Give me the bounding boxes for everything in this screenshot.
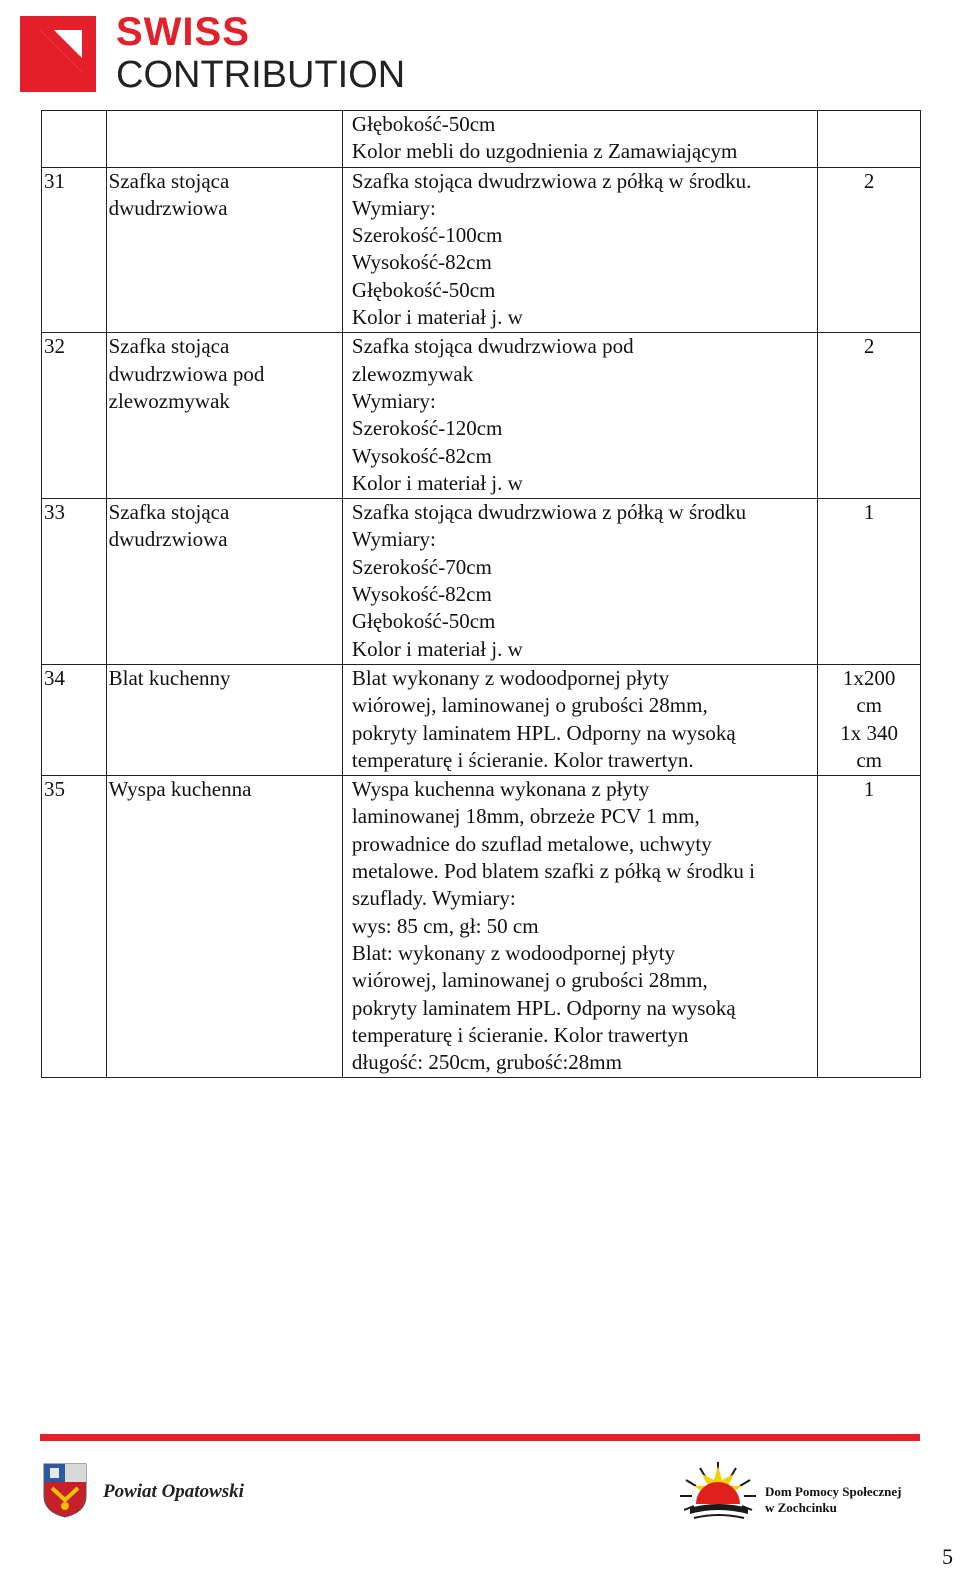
table-row <box>42 776 921 1078</box>
item-description-line: Wysokość-82cm <box>351 443 492 468</box>
item-name-cell <box>106 499 342 665</box>
dps-name-line2: w Zochcinku <box>765 1500 837 1515</box>
item-name-cell <box>106 333 342 499</box>
row-number: 31 <box>44 168 65 193</box>
item-quantity-cell <box>818 111 921 168</box>
table-row <box>42 167 921 333</box>
item-description-line: temperaturę i ścieranie. Kolor trawertyn. <box>351 747 694 772</box>
item-description-line: Szafka stojąca dwudrzwiowa z półką w środku <box>351 500 747 525</box>
logo-text-swiss: SWISS <box>116 10 250 54</box>
item-description-line: szuflady. Wymiary: <box>351 886 516 911</box>
item-description-line: Głębokość-50cm <box>351 112 496 136</box>
row-number: 35 <box>44 777 65 802</box>
item-quantity-cell <box>818 776 921 1078</box>
item-description-line: Wymiary: <box>351 195 436 220</box>
row-number-cell <box>42 333 107 499</box>
footer-divider <box>40 1434 920 1441</box>
item-description-line: Wymiary: <box>351 527 436 552</box>
item-name-cell <box>106 776 342 1078</box>
item-description-line: Głębokość-50cm <box>351 609 496 634</box>
item-name-cell <box>106 167 342 333</box>
item-name-line: Szafka stojąca <box>108 500 230 525</box>
item-description-line: Szafka stojąca dwudrzwiowa z półką w środku. <box>351 168 752 193</box>
item-description-cell <box>342 167 817 333</box>
table-row <box>42 499 921 665</box>
row-number-cell <box>42 111 107 168</box>
page-number: 5 <box>942 1544 953 1569</box>
item-description-cell <box>342 776 817 1078</box>
item-description-line: Szerokość-100cm <box>351 223 503 248</box>
row-number-cell <box>42 664 107 775</box>
item-quantity-line: 1x 340 <box>840 720 899 745</box>
item-name-line: dwudrzwiowa <box>108 195 228 220</box>
footer-powiat-label: Powiat Opatowski <box>103 1481 244 1502</box>
item-name-cell <box>106 664 342 775</box>
table-row <box>42 333 921 499</box>
item-name-line: Szafka stojąca <box>108 168 230 193</box>
row-number-cell <box>42 499 107 665</box>
item-name-line: Wyspa kuchenna <box>108 777 252 802</box>
item-description-line: wiórowej, laminowanej o grubości 28mm, <box>351 968 708 993</box>
row-number: 34 <box>44 665 65 690</box>
items-table <box>41 110 921 1078</box>
item-name-line: dwudrzwiowa <box>108 527 228 552</box>
swiss-contribution-logo <box>20 10 406 96</box>
item-description-line: Kolor i materiał j. w <box>351 470 523 495</box>
powiat-crest-icon <box>42 1462 88 1518</box>
item-name-cell <box>106 111 342 168</box>
item-name-line: Szafka stojąca <box>108 334 230 359</box>
item-description-cell <box>342 499 817 665</box>
item-description-line: Kolor i materiał j. w <box>351 305 523 330</box>
item-quantity-cell <box>818 167 921 333</box>
item-quantity-line: 1x200 <box>842 665 896 690</box>
item-description-line: pokryty laminatem HPL. Odporny na wysoką <box>351 995 736 1020</box>
item-name-line: Blat kuchenny <box>108 665 231 690</box>
row-number-cell <box>42 776 107 1078</box>
item-description-line: Blat wykonany z wodoodpornej płyty <box>351 665 670 690</box>
item-description-line: prowadnice do szuflad metalowe, uchwyty <box>351 831 712 856</box>
table-row <box>42 111 921 168</box>
item-description-line: Głębokość-50cm <box>351 277 496 302</box>
item-quantity-line: 2 <box>863 334 875 359</box>
item-name-line: dwudrzwiowa pod <box>108 361 265 386</box>
item-quantity-line: cm <box>856 693 882 718</box>
item-description-cell <box>342 333 817 499</box>
dps-name-line1: Dom Pomocy Społecznej <box>765 1484 902 1499</box>
item-description-line: Szerokość-120cm <box>351 416 503 441</box>
item-description-cell <box>342 664 817 775</box>
item-description-line: Wysokość-82cm <box>351 582 492 607</box>
item-description-line: laminowanej 18mm, obrzeże PCV 1 mm, <box>351 804 700 829</box>
row-number-cell <box>42 167 107 333</box>
item-description-line: długość: 250cm, grubość:28mm <box>351 1050 622 1075</box>
item-quantity-line: 1 <box>863 500 875 525</box>
item-description-line: wys: 85 cm, gł: 50 cm <box>351 913 539 938</box>
item-description-line: Kolor mebli do uzgodnienia z Zamawiającym <box>351 139 738 164</box>
item-quantity-line: cm <box>856 747 882 772</box>
item-quantity-cell <box>818 499 921 665</box>
row-number: 33 <box>44 500 65 525</box>
item-description-line: Wysokość-82cm <box>351 250 492 275</box>
swiss-logo-mark-icon <box>20 16 96 92</box>
item-description-line: metalowe. Pod blatem szafki z półką w środku i <box>351 859 755 884</box>
item-quantity-cell <box>818 664 921 775</box>
table-row <box>42 664 921 775</box>
item-quantity-line: 2 <box>863 168 875 193</box>
row-number: 32 <box>44 334 65 359</box>
dps-sun-logo-icon <box>676 1460 760 1528</box>
item-description-cell <box>342 111 817 168</box>
item-description-line: zlewozmywak <box>351 361 474 386</box>
item-quantity-line: 1 <box>863 777 875 802</box>
item-description-line: Wymiary: <box>351 388 436 413</box>
items-table-body <box>42 111 921 1078</box>
item-name-line: zlewozmywak <box>108 388 230 413</box>
item-description-line: pokryty laminatem HPL. Odporny na wysoką <box>351 720 736 745</box>
item-description-line: Wyspa kuchenna wykonana z płyty <box>351 777 650 802</box>
item-description-line: wiórowej, laminowanej o grubości 28mm, <box>351 693 708 718</box>
footer-dps-label <box>765 1484 901 1516</box>
logo-text-contribution: CONTRIBUTION <box>116 54 406 96</box>
item-description-line: Kolor i materiał j. w <box>351 636 523 661</box>
item-description-line: Blat: wykonany z wodoodpornej płyty <box>351 940 676 965</box>
item-description-line: Szerokość-70cm <box>351 554 492 579</box>
item-description-line: temperaturę i ścieranie. Kolor trawertyn <box>351 1022 689 1047</box>
item-description-line: Szafka stojąca dwudrzwiowa pod <box>351 334 634 359</box>
item-quantity-cell <box>818 333 921 499</box>
